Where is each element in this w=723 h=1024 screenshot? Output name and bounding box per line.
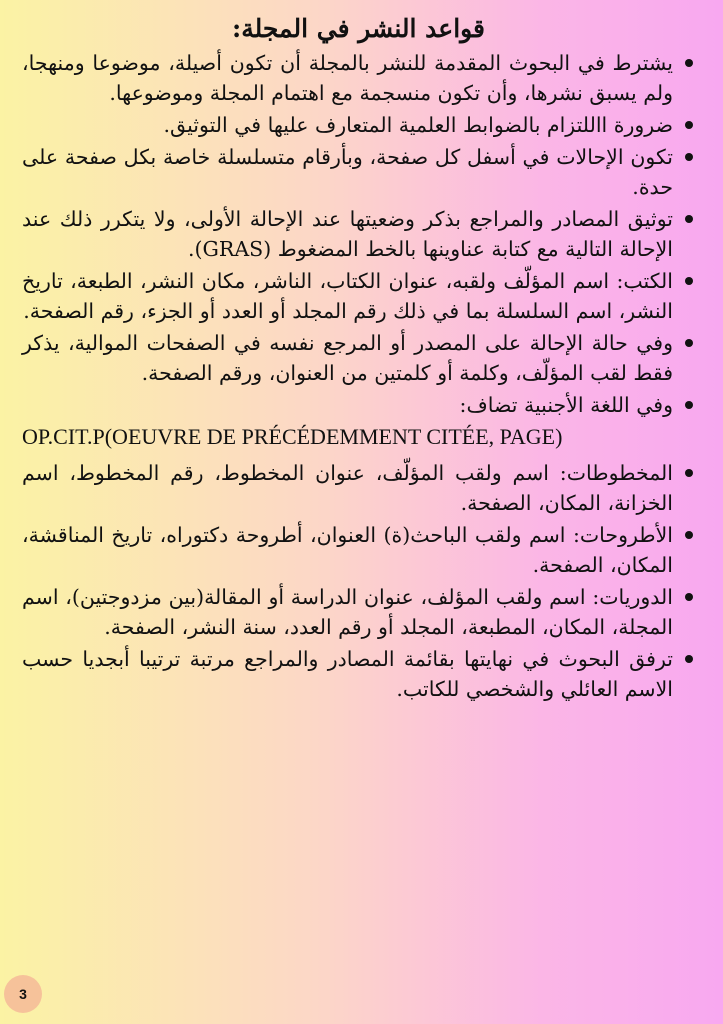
rule-item: ضرورة االلتزام بالضوابط العلمية المتعارف عليها في التوثيق. bbox=[22, 110, 673, 140]
rule-item: توثيق المصادر والمراجع بذكر وضعيتها عند الإحالة الأولى، ولا يتكرر ذلك عند الإحالة التالية مع كتابة عناوينها بالخط المضغوط (GRAS). bbox=[22, 204, 673, 264]
rule-item: الأطروحات: اسم ولقب الباحث(ة) العنوان، أطروحة دكتوراه، تاريخ المناقشة، المكان، الصفحة. bbox=[22, 520, 673, 580]
rule-item: الدوريات: اسم ولقب المؤلف، عنوان الدراسة أو المقالة(بين مزدوجتين)، اسم المجلة، المكان، المطبعة، المجلد أو رقم العدد، سنة النشر، الصفحة. bbox=[22, 582, 673, 642]
rule-item: تكون الإحالات في أسفل كل صفحة، وبأرقام متسلسلة خاصة بكل صفحة على حدة. bbox=[22, 142, 673, 202]
rule-item: وفي حالة الإحالة على المصدر أو المرجع نفسه في الصفحات الموالية، يذكر فقط لقب المؤلّف، وكلمة أو كلمتين من العنوان، ورقم الصفحة. bbox=[22, 328, 673, 388]
page-number-badge: 3 bbox=[4, 975, 42, 1013]
rule-item: المخطوطات: اسم ولقب المؤلّف، عنوان المخطوط، رقم المخطوط، اسم الخزانة، المكان، الصفحة. bbox=[22, 458, 673, 518]
rule-item: يشترط في البحوث المقدمة للنشر بالمجلة أن تكون أصيلة، موضوعا ومنهجا، ولم يسبق نشرها، وأن تكون منسجمة مع اهتمام المجلة وموضوعها. bbox=[22, 48, 673, 108]
rules-list-2 bbox=[22, 458, 695, 704]
rules-list-1 bbox=[22, 48, 695, 420]
page-title: قواعد النشر في المجلة: bbox=[231, 14, 485, 43]
rule-item: الكتب: اسم المؤلّف ولقبه، عنوان الكتاب، الناشر، مكان النشر، الطبعة، تاريخ النشر، اسم السلسلة بما في ذلك رقم المجلد أو العدد أو الجزء، رقم الصفحة. bbox=[22, 266, 673, 326]
rule-item: وفي اللغة الأجنبية تضاف: bbox=[22, 390, 673, 420]
foreign-citation-line: OP.CIT.P(OEUVRE DE PRÉCÉDEMMENT CITÉE, PAGE) bbox=[22, 424, 563, 449]
rule-item: ترفق البحوث في نهايتها بقائمة المصادر والمراجع مرتبة ترتيبا أبجديا حسب الاسم العائلي والشخصي للكاتب. bbox=[22, 644, 673, 704]
